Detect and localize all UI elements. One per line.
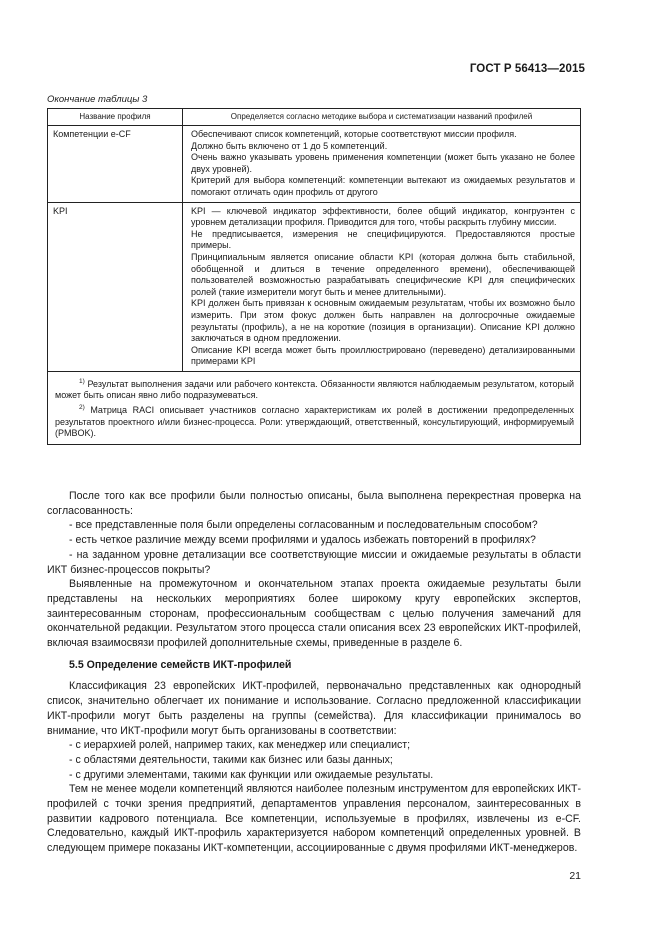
paragraph: Классификация 23 европейских ИКТ-профилей, первоначально представленных как однородный список, значительно облегчает их понимание и использование. Согласно предложенной классификации ИКТ-профили могут быть разделены на группы (семейства). Для классификации принималось во внимание, что ИКТ-профили могут быть организованы в соответствии: xyxy=(47,680,581,737)
table-header-row xyxy=(48,109,581,126)
footnote-mark: 1) xyxy=(79,377,85,385)
page-number: 21 xyxy=(569,870,581,882)
row-name-ecf: Компетенции e-CF xyxy=(48,126,183,203)
paragraph: После того как все профили были полностью описаны, была выполнена перекрестная проверка на согласованность: xyxy=(47,490,581,517)
list-item: - все представленные поля были определены согласованным и последовательным способом? xyxy=(69,519,538,532)
paragraph: Тем не менее модели компетенций являются наиболее полезным инструментом для европейских ИКТ-профилей с точки зрения предприятий, департаментов управления персоналом, заинтересованных в развитии кадрового потенциала. Все компетенции, используемые в профилях, извлечены из e-CF. Следовательно, каждый ИКТ-профиль характеризуется набором компетенций определенных уровней. В следующем примере показаны ИКТ-компетенции, ассоциированные с двумя профилями ИКТ-менеджеров. xyxy=(47,783,581,855)
cell-line: Описание KPI всегда может быть проиллюстрировано (переведено) детализированными примерами KPI xyxy=(191,344,575,367)
footnote xyxy=(55,376,574,402)
paragraph: Выявленные на промежуточном и окончательном этапах проекта ожидаемые результаты были представлены на нескольких мероприятиях более широкому кругу европейских экспертов, заинтересованным сторонам, профессиональным сообществам с целью получения замечаний для окончательной редакции. Результатом этого процесса стали описания всех 23 европейских ИКТ-профилей, включая взаимосвязи профилей дополнительные схемы, приведенные в разделе 6. xyxy=(47,578,581,650)
cell-line: Очень важно указывать уровень применения компетенции (может быть указано не более двух уровней). xyxy=(191,152,575,174)
table-row xyxy=(48,126,581,203)
cell-line: Обеспечивают список компетенций, которые соответствуют миссии профиля. xyxy=(191,129,517,139)
body-text xyxy=(47,489,581,856)
column-header-name: Название профиля xyxy=(48,109,183,126)
list-item: - с областями деятельности, такими как бизнес или базы данных; xyxy=(69,753,393,766)
footnote xyxy=(55,402,574,440)
cell-line: Не предписывается, измерения не специфицируются. Предоставляются простые примеры. xyxy=(191,228,575,251)
row-definition-kpi xyxy=(183,202,581,371)
section-heading: 5.5 Определение семейств ИКТ-профилей xyxy=(69,658,292,671)
list-item: - с другими элементами, такими как функции или ожидаемые результаты. xyxy=(69,768,434,781)
footnote-text: Матрица RACI описывает участников согласно характеристикам их ролей в достижении предопределенных результатов проектного и/или бизнес-процесса. Роли: утверждающий, ответственный, консультирующий, информируемый (PMBOK). xyxy=(55,405,574,439)
row-definition-ecf xyxy=(183,126,581,203)
cell-line: Принципиальным является описание области KPI (которая должна быть стабильной, обобщенной и длиться в течение определенного времени), обеспечивающей пользователей возможностью разрабатывать специфические KPI для специфических ролей (такие измерители могут быть и менее длительными). xyxy=(191,251,575,297)
profile-table xyxy=(47,108,581,445)
list-item: - на заданном уровне детализации все соответствующие миссии и ожидаемые результаты в области ИКТ бизнес-процессов покрыты? xyxy=(47,548,581,576)
footnote-mark: 2) xyxy=(79,404,85,412)
table-notes-row xyxy=(48,371,581,444)
list-item: - с иерархией ролей, например таких, как менеджер или специалист; xyxy=(69,739,411,752)
table-caption: Окончание таблицы 3 xyxy=(47,94,148,105)
cell-line: Должно быть включено от 1 до 5 компетенций. xyxy=(191,140,388,151)
standard-code-header: ГОСТ Р 56413—2015 xyxy=(469,63,585,75)
cell-line: Критерий для выбора компетенций: компетенции вытекают из ожидаемых результатов и помогают отличать один профиль от другого xyxy=(191,175,575,197)
table-row xyxy=(48,202,581,371)
row-name-kpi: KPI xyxy=(48,202,183,371)
footnote-text: Результат выполнения задачи или рабочего контекста. Обязанности являются наблюдаемым результатом, который может быть описан явно либо подразумеваться. xyxy=(55,378,574,401)
cell-line: KPI должен быть привязан к основным ожидаемым результатам, чтобы их возможно было измерить. При этом фокус должен быть направлен на долгосрочные ожидаемые результаты (профиль), а не на короткие (позиция в организации). Описание KPI должно заключаться в одном предложении. xyxy=(191,298,575,344)
table-notes xyxy=(48,371,581,444)
list-item: - есть четкое различие между всеми профилями и удалось избежать повторений в профилях? xyxy=(69,534,536,547)
cell-line: KPI — ключевой индикатор эффективности, более общий индикатор, конгруэнтен с уровнем детализации профиля. Приводится для того, чтобы раскрыть глубину миссии. xyxy=(191,205,575,228)
column-header-definition: Определяется согласно методике выбора и систематизации названий профилей xyxy=(183,109,581,126)
